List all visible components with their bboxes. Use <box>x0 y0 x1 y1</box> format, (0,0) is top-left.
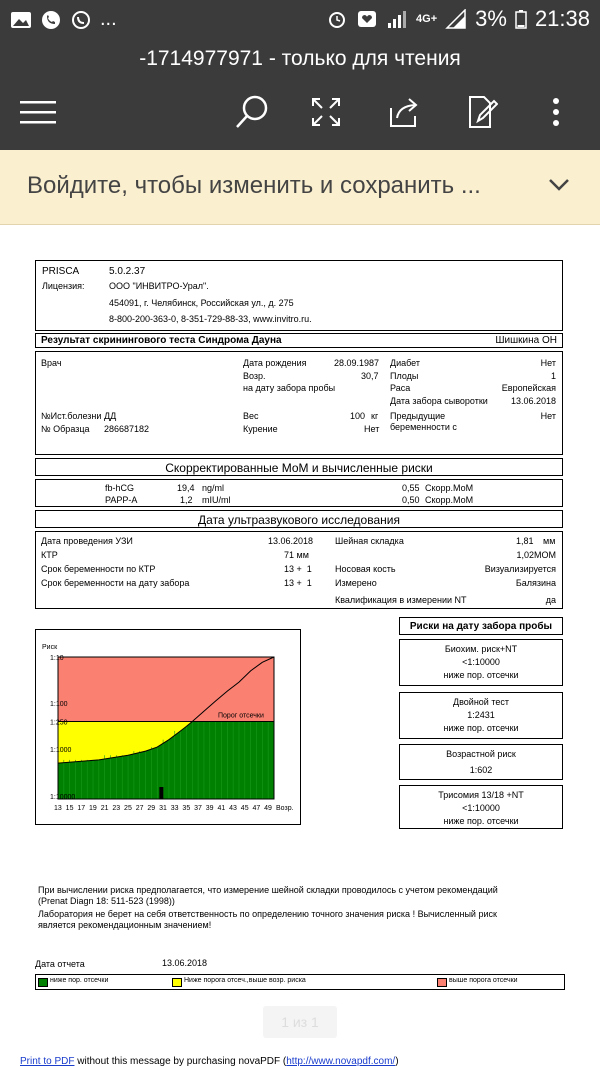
page-indicator: 1 из 1 <box>263 1006 337 1038</box>
edit-button[interactable] <box>462 92 502 132</box>
mom-values-box <box>35 479 563 507</box>
status-bar <box>0 0 600 40</box>
license-org: ООО "ИНВИТРО-Урал". <box>109 281 209 291</box>
status-more: ... <box>100 8 117 30</box>
x-tick-label: 13 <box>54 805 62 812</box>
x-tick-label: 27 <box>135 805 144 812</box>
diabetes-value: Нет <box>540 358 556 368</box>
patient-marker <box>159 787 163 799</box>
patient-info-box <box>35 351 563 455</box>
print-to-pdf-link[interactable]: Print to PDF <box>20 1056 75 1066</box>
report-date-value: 13.06.2018 <box>162 958 208 968</box>
footer-close: ) <box>395 1056 399 1066</box>
mom-row-value: 19,4 <box>177 483 195 493</box>
smoking-value: Нет <box>364 424 380 434</box>
race-label: Раса <box>390 383 411 393</box>
legend-below: ниже пор. отсечки <box>50 977 109 984</box>
search-icon <box>234 94 270 130</box>
risk-box-value: 1:2431 <box>467 710 495 720</box>
us-value: Визуализируется <box>484 564 556 574</box>
license-box <box>35 260 563 331</box>
y-tick-label: 1:100 <box>50 701 68 709</box>
x-tick-label: 45 <box>240 805 249 812</box>
x-tick-label: 39 <box>205 805 214 812</box>
prev-pregnancies-value: Нет <box>540 411 556 421</box>
fetuses-value: 1 <box>550 371 556 381</box>
signal-icon-2 <box>445 9 467 29</box>
risks-title-box <box>399 617 563 635</box>
us-value: да <box>545 595 556 605</box>
us-label: Дата проведения УЗИ <box>41 536 133 546</box>
x-axis-label: Возр. <box>276 805 294 812</box>
legend-swatch-between <box>172 978 182 987</box>
note-line: Лаборатория не берет на себя ответственность по определению точного значения риска ! Вычисленный риск <box>38 909 497 919</box>
fetuses-label: Плоды <box>390 371 419 381</box>
prev-pregnancies-label2: беременности с <box>390 422 457 432</box>
weight-unit: кг <box>371 411 379 421</box>
document-page <box>0 226 600 1066</box>
x-tick-label: 25 <box>124 805 132 812</box>
risk-box-title: Двойной тест <box>453 697 509 707</box>
smoking-label: Курение <box>243 424 278 434</box>
age-sublabel: на дату забора пробы <box>243 383 336 393</box>
us-label: Квалификация в измерении NT <box>335 595 467 605</box>
mom-row-unit: mIU/ml <box>202 495 231 505</box>
us-label: Срок беременности на дату забора <box>41 578 190 588</box>
mom-row-name: fb-hCG <box>105 483 135 493</box>
more-button[interactable] <box>536 92 576 132</box>
us-value: 1,81 <box>516 536 534 546</box>
us-value: 71 мм <box>284 550 309 560</box>
x-tick-label: 41 <box>217 805 226 812</box>
footer-note <box>20 1056 399 1066</box>
y-tick-label: 1:10 <box>50 655 64 662</box>
mom-title: Скорректированные МоМ и вычисленные риски <box>165 461 433 475</box>
x-tick-label: 21 <box>100 805 109 812</box>
x-tick-label: 33 <box>170 805 179 812</box>
risk-box <box>399 692 563 739</box>
y-tick-label: 1:1000 <box>50 747 72 755</box>
x-tick-label: 47 <box>252 805 261 812</box>
legend-above: выше порога отсечки <box>449 977 518 984</box>
signal-icon <box>386 9 408 29</box>
risk-box-title: Биохим. риск+NT <box>444 644 518 654</box>
us-values-box <box>35 531 563 609</box>
result-title: Результат скринингового теста Синдрома Дауна <box>41 335 282 346</box>
gallery-icon <box>10 10 32 30</box>
note-line: (Prenat Diagn 18: 511-523 (1998)) <box>38 896 175 906</box>
history-value: ДД <box>104 411 117 421</box>
phone-icon <box>40 10 62 30</box>
legend-swatch-below <box>38 978 48 987</box>
risk-box <box>399 785 563 829</box>
us-title-box <box>35 510 563 528</box>
risk-box-note: ниже пор. отсечки <box>443 723 519 733</box>
report-date-label: Дата отчета <box>35 959 85 969</box>
x-tick-label: 19 <box>89 805 97 812</box>
risk-chart-svg <box>36 630 300 824</box>
mom-row-name: PAPP-A <box>105 495 138 505</box>
weight-value: 100 <box>350 411 366 421</box>
prisca-label: PRISCA <box>42 266 80 277</box>
serum-date-label: Дата забора сыворотки <box>390 396 488 406</box>
prisca-version: 5.0.2.37 <box>109 266 146 277</box>
age-label: Возр. <box>243 371 266 381</box>
license-phones: 8-800-200-363-0, 8-351-729-88-33, www.invitro.ru. <box>109 314 312 324</box>
risk-box-title: Возрастной риск <box>446 749 516 759</box>
risk-box-value: <1:10000 <box>462 803 500 813</box>
race-value: Европейская <box>501 383 556 393</box>
network-type: 4G+ <box>416 13 438 25</box>
fullscreen-button[interactable] <box>306 92 346 132</box>
toolbar <box>0 78 600 150</box>
note-line: При вычислении риска предполагается, что измерение шейной складки проводилось с учетом рекомендаций <box>38 885 498 895</box>
weight-label: Вес <box>243 411 259 421</box>
mom-row-mom: 0,55 <box>402 483 420 493</box>
menu-button[interactable] <box>18 92 58 132</box>
mom-title-box <box>35 458 563 476</box>
hamburger-icon <box>20 99 56 125</box>
risk-box-value: <1:10000 <box>462 657 500 667</box>
share-button[interactable] <box>384 92 424 132</box>
us-label: Шейная складка <box>335 536 404 546</box>
risk-box <box>399 639 563 686</box>
mom-row-unit: ng/ml <box>202 483 225 493</box>
x-tick-label: 49 <box>264 805 272 812</box>
document-title: -1714977971 - только для чтения <box>0 40 600 78</box>
sample-value: 286687182 <box>104 424 150 434</box>
signin-banner[interactable] <box>0 150 600 225</box>
dob-value: 28.09.1987 <box>334 358 380 368</box>
mom-row-mom: 0,50 <box>402 495 420 505</box>
chevron-down-icon[interactable] <box>548 178 570 192</box>
clock: 21:38 <box>534 6 590 31</box>
share-icon <box>387 96 421 128</box>
us-title: Дата ультразвукового исследования <box>198 513 400 527</box>
signin-text: Войдите, чтобы изменить и сохранить ... <box>27 172 481 199</box>
us-value: Балязина <box>515 578 556 588</box>
x-tick-label: 43 <box>229 805 237 812</box>
risk-box <box>399 744 563 780</box>
doctor-label: Врач <box>41 358 62 368</box>
us-label: Измерено <box>335 578 377 588</box>
us-value: 13 + 1 <box>284 578 312 588</box>
us-unit: мм <box>543 536 556 546</box>
alarm-icon <box>326 9 348 29</box>
x-tick-label: 15 <box>65 805 74 812</box>
legend-between: Ниже порога отсеч.,выше возр. риска <box>184 977 306 984</box>
mom-row-mom-label: Скорр.МоМ <box>425 483 474 493</box>
more-vert-icon <box>552 97 560 127</box>
us-label: КТР <box>41 550 58 560</box>
risks-title: Риски на дату забора пробы <box>409 621 553 632</box>
patient-name: Шишкина ОН <box>495 335 557 346</box>
chart-legend <box>35 974 565 990</box>
license-label: Лицензия: <box>42 281 85 291</box>
us-value: 1,02МОМ <box>516 550 556 560</box>
us-label: Носовая кость <box>335 564 396 574</box>
expand-icon <box>311 97 341 127</box>
result-title-box <box>35 333 563 348</box>
viber-icon <box>70 10 92 30</box>
y-tick-label: 1:10000 <box>50 794 76 801</box>
serum-date-value: 13.06.2018 <box>510 396 556 406</box>
edit-icon <box>466 95 498 129</box>
mom-row-mom-label: Скорр.МоМ <box>425 495 474 505</box>
prev-pregnancies-label: Предыдущие <box>390 411 446 421</box>
mom-row-value: 1,2 <box>180 495 193 505</box>
risk-box-value: 1:602 <box>469 765 493 775</box>
risk-box-note: ниже пор. отсечки <box>443 816 519 826</box>
us-value: 13 + 1 <box>284 564 312 574</box>
history-label: №Ист.болезни <box>41 411 102 421</box>
us-label: Срок беременности по КТР <box>41 564 156 574</box>
x-tick-label: 23 <box>112 805 121 812</box>
x-tick-label: 35 <box>182 805 191 812</box>
diabetes-label: Диабет <box>390 358 421 368</box>
x-tick-label: 17 <box>77 805 86 812</box>
us-value: 13.06.2018 <box>268 536 314 546</box>
battery-percent: 3% <box>475 6 507 31</box>
battery-icon <box>515 9 527 29</box>
notification-icon <box>356 9 378 29</box>
search-button[interactable] <box>232 92 272 132</box>
x-tick-label: 37 <box>194 805 202 812</box>
note-line: является рекомендационным значением! <box>38 920 212 930</box>
legend-swatch-above <box>437 978 447 987</box>
y-tick-label: 1:250 <box>50 719 68 727</box>
risk-chart <box>35 629 301 825</box>
x-tick-label: 29 <box>147 805 156 812</box>
cutoff-label: Порог отсечки <box>218 712 264 720</box>
sample-label: № Образца <box>41 424 90 434</box>
license-address: 454091, г. Челябинск, Российская ул., д. 275 <box>109 298 294 308</box>
y-axis-label: Риск <box>42 644 58 651</box>
dob-label: Дата рождения <box>243 358 307 368</box>
risk-box-title: Трисомия 13/18 +NT <box>438 790 524 800</box>
x-tick-label: 31 <box>159 805 167 812</box>
risk-box-note: ниже пор. отсечки <box>443 670 519 680</box>
novapdf-link[interactable]: http://www.novapdf.com/ <box>286 1056 396 1066</box>
footer-text: without this message by purchasing novaPDF ( <box>74 1056 287 1066</box>
age-value: 30,7 <box>361 371 379 381</box>
